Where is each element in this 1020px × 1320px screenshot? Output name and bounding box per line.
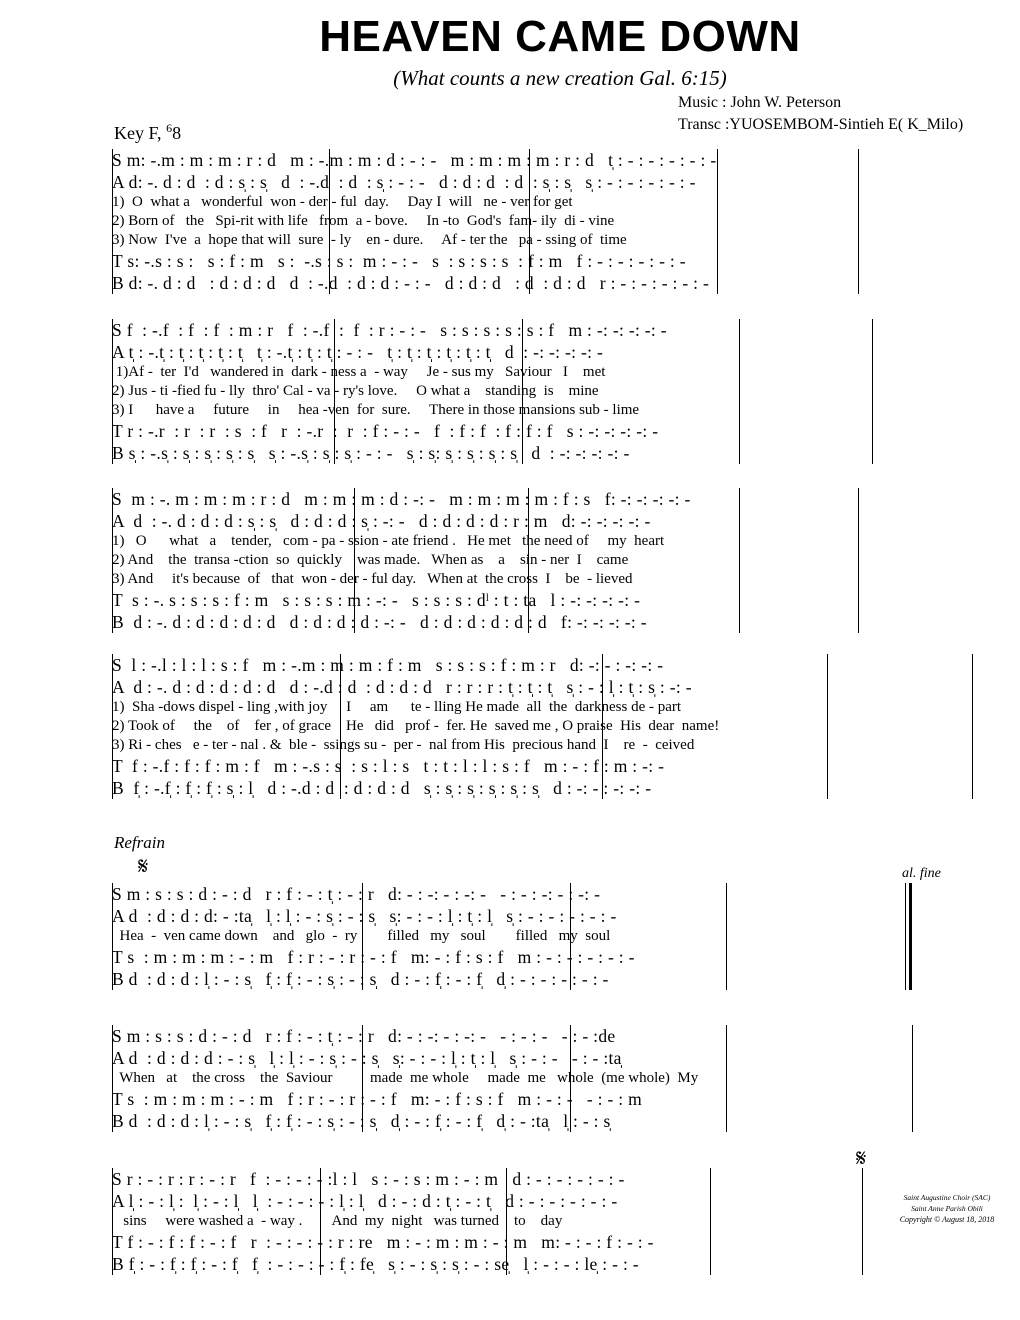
bass-line: B d : d : d : l̩ : - : s̩ f̩ : f̩ : - : s̩ : - : s̩ d : - : f̩ : - : f̩ d̩ : - : - : - : - : - bbox=[112, 969, 609, 989]
lyric-verse-3: 3) I have a future in hea -ven for sure. There in those mansions sub - lime bbox=[112, 402, 640, 418]
alto-line: A l̩ : - : l̩ : l̩ : - : l̩ l̩ : - : - : - : l̩ : l̩ d : - : d : t̩ : - : t̩ d : - : - : - : - : - bbox=[112, 1191, 618, 1211]
refrain-system-2 bbox=[112, 1025, 914, 1132]
lyric-verse-1: 1) Sha -dows dispel - ling ,with joy I am te - lling He made all the darkness de - part bbox=[112, 699, 682, 715]
lyric-verse-3: 3) Now I've a hope that will sure - ly en - dure. Af - ter the pa - ssing of time bbox=[112, 232, 627, 248]
song-title: HEAVEN CAME DOWN bbox=[319, 12, 801, 61]
lyric-verse-3: 3) Ri - ches e - ter - nal . & ble - ssings su - per - nal from His precious hand I re - ceived bbox=[112, 737, 695, 753]
lyric-verse-1: 1) O what a wonderful won - der - ful day. Day I will ne - ver for get bbox=[112, 194, 573, 210]
lyric-verse-2: 2) And the transa -ction so quickly was made. When as a sin - ner I came bbox=[112, 552, 629, 568]
lyric-verse-1: 1)Af - ter I'd wandered in dark - ness a - way Je - sus my Saviour I met bbox=[112, 364, 606, 380]
verse-system-3 bbox=[112, 488, 860, 633]
lyric-verse-1: 1) O what a tender, com - pa - ssion - ate friend . He met the need of my heart bbox=[112, 533, 665, 549]
alto-line: A d : d : d : d : - : s̩ l̩ : l̩ : - : s̩ : - : s̩ s̩: - : - : l̩ : t̩ : l̩ s̩ : - : - - : - :ta̩ bbox=[112, 1048, 622, 1068]
soprano-line: S m : s : s : d : - : d r : f : - : t̩ : - : r d: - : -: - : -: - - : - : - - : - :de bbox=[112, 1026, 616, 1046]
tenor-line: T r : -.r : r : r : s : f r : -.r : r : f : - : - f : f : f : f : f : f s : -: -: -: -: - bbox=[112, 421, 659, 441]
alto-line: A d: -. d : d : d : s̩ : s̩ d : -.d : d : s̩ : - : - d : d : d : d : s̩ : s̩ s̩ : - : - : - : - : - bbox=[112, 172, 696, 192]
segno-icon: 𝄋 bbox=[856, 1144, 867, 1172]
soprano-line: S m: -.m : m : m : r : d m : -.m : m : d : - : - m : m : m : m : r : d t̩ : - : - : - : - : - bbox=[112, 150, 717, 170]
al-fine-marking: al. fine bbox=[902, 866, 941, 881]
lyric-verse-2: 2) Jus - ti -fied fu - lly thro' Cal - va - ry's love. O what a standing is mine bbox=[112, 383, 599, 399]
refrain-lyric: When at the cross the Saviour made me whole made me whole (me whole) My bbox=[112, 1070, 699, 1086]
song-subtitle: (What counts a new creation Gal. 6:15) bbox=[393, 66, 727, 90]
tenor-line: T f : - : f : f : - : f r : - : - : - : r : re m : - : m : m : - : m m: - : - : f : - : - bbox=[112, 1232, 654, 1252]
refrain-lyric: Hea - ven came down and glo - ry filled my soul filled my soul bbox=[112, 928, 611, 944]
lyric-verse-2: 2) Took of the of fer , of grace He did prof - fer. He saved me , O praise His dear name! bbox=[112, 718, 720, 734]
key-label: Key F, bbox=[114, 123, 167, 143]
bass-line: B f̩ : - : f̩ : f̩ : - : f̩ f̩ : - : - : - : f̩ : fe̩ s̩ : - : s̩ : s̩ : - : se̩ l̩ : - : - : le̩ : - : - bbox=[112, 1254, 639, 1274]
soprano-line: S m : s : s : d : - : d r : f : - : t̩ : - : r d: - : -: - : -: - - : - : -: - : -: - bbox=[112, 884, 601, 904]
copyright-notice: Copyright © August 18, 2018 bbox=[899, 1215, 995, 1224]
choir-name: Saint Augustine Choir (SAC) bbox=[903, 1193, 991, 1202]
bass-line: B d: -. d : d : d : d : d d : -.d : d : d : - : - d : d : d : d : d : d r : - : - : - : - : - bbox=[112, 273, 710, 293]
refrain-lyric: sins were washed a - way . And my night was turned to day bbox=[112, 1213, 563, 1229]
key-signature bbox=[114, 121, 181, 144]
lyric-verse-3: 3) And it's because of that won - der - ful day. When at the cross I be - lieved bbox=[112, 571, 633, 587]
soprano-line: S r : - : r : r : - : r f : - : - : - :l : l s : - : s : m : - : m d : - : - : - : - : - bbox=[112, 1169, 625, 1189]
segno-icon: 𝄋 bbox=[138, 852, 149, 880]
composer-credit: Music : John W. Peterson bbox=[678, 94, 842, 111]
time-signature-bottom: 8 bbox=[172, 123, 182, 143]
lyric-verse-2: 2) Born of the Spi-rit with life from a - bove. In -to God's fam- ily di - vine bbox=[112, 213, 615, 229]
tenor-line: T s: -.s : s : s : f : m s : -.s : s : m : - : - s : s : s : s : f : m f : - : - : - : - : - bbox=[112, 251, 686, 271]
tenor-line: T s : m : m : m : - : m f : r : - : r : - : f m: - : f : s : f m : - : - : - : - : - bbox=[112, 947, 635, 967]
soprano-line: S l : -.l : l : l : s : f m : -.m : m : m : f : m s : s : s : f : m : r d: -: - : -: -: - bbox=[112, 655, 664, 675]
parish-name: Saint Anne Parish Obili bbox=[911, 1204, 983, 1213]
bass-line: B f̩ : -.f̩ : f̩ : f̩ : s̩ : l̩ d : -.d : d : d : d : d s̩ : s̩ : s̩ : s̩ : s̩ : s̩ d : -: - : -: -: - bbox=[112, 778, 652, 798]
alto-line: A d : -. d : d : d : d : d d : -.d : d : d : d : d r : r : r : t̩ : t̩ : t̩ s̩ : - : l̩ : t̩ : s̩ : -: - bbox=[112, 677, 692, 697]
time-signature-top: 6 bbox=[166, 121, 173, 135]
alto-line: A d : d : d : d: - :ta̩ l̩ : l̩ : - : s̩ : - : s̩ s̩: - : - : l̩ : t̩ : l̩ s̩ : - : - : - : - : - bbox=[112, 906, 617, 926]
tenor-line: T s : m : m : m : - : m f : r : - : r : - : f m: - : f : s : f m : - : - - : - : m bbox=[112, 1089, 643, 1109]
bass-line: B s̩ : -.s̩ : s̩ : s̩ : s̩ : s̩ s̩ : -.s̩ : s̩ : s̩ : - : - s̩ : s̩: s̩ : s̩ : s̩ : s̩ d : -: -: -: -: - bbox=[112, 443, 630, 463]
soprano-line: S f : -.f : f : f : m : r f : -.f : f : r : - : - s : s : s : s : s : f m : -: -: -: -: - bbox=[112, 320, 667, 340]
tenor-line: T s : -. s : s : s : f : m s : s : s : m : -: - s : s : s : dˡ : t : ta l : -: -: -: -: - bbox=[112, 590, 641, 610]
refrain-system-1 bbox=[112, 883, 914, 990]
verse-system-4 bbox=[112, 654, 974, 799]
refrain-label: Refrain bbox=[114, 833, 165, 852]
bass-line: B d : -. d : d : d : d : d d : d : d : d : -: - d : d : d : d : d : d f: -: -: -: -: - bbox=[112, 612, 647, 632]
soprano-line: S m : -. m : m : m : r : d m : m : m : d : -: - m : m : m : m : f : s f: -: -: -: -: - bbox=[112, 489, 691, 509]
footer-credits bbox=[872, 1192, 1020, 1225]
verse-system-1 bbox=[112, 149, 860, 294]
transcriber-credit: Transc :YUOSEMBOM-Sintieh E( K_Milo) bbox=[678, 116, 964, 133]
tenor-line: T f : -.f : f : f : m : f m : -.s : s : s : l : s t : t : l : l : s : f m : - : f : m : -: - bbox=[112, 756, 665, 776]
alto-line: A t̩ : -.t̩ : t̩ : t̩ : t̩ : t̩ t̩ : -.t̩ : t̩ : t̩ : - : - t̩ : t̩ : t̩ : t̩ : t̩ : t̩ d : -: -: -: -: - bbox=[112, 342, 604, 362]
verse-system-2 bbox=[112, 319, 874, 464]
alto-line: A d : -. d : d : d : s̩ : s̩ d : d : d : s̩ : -: - d : d : d : d : r : m d: -: -: -: -: - bbox=[112, 511, 651, 531]
bass-line: B d : d : d : l̩ : - : s̩ f̩ : f̩ : - : s̩ : - : s̩ d̩ : - : f̩ : - : f̩ d̩ : - :ta̩ l̩ : - : s̩ bbox=[112, 1111, 611, 1131]
refrain-system-3 bbox=[112, 1168, 864, 1275]
